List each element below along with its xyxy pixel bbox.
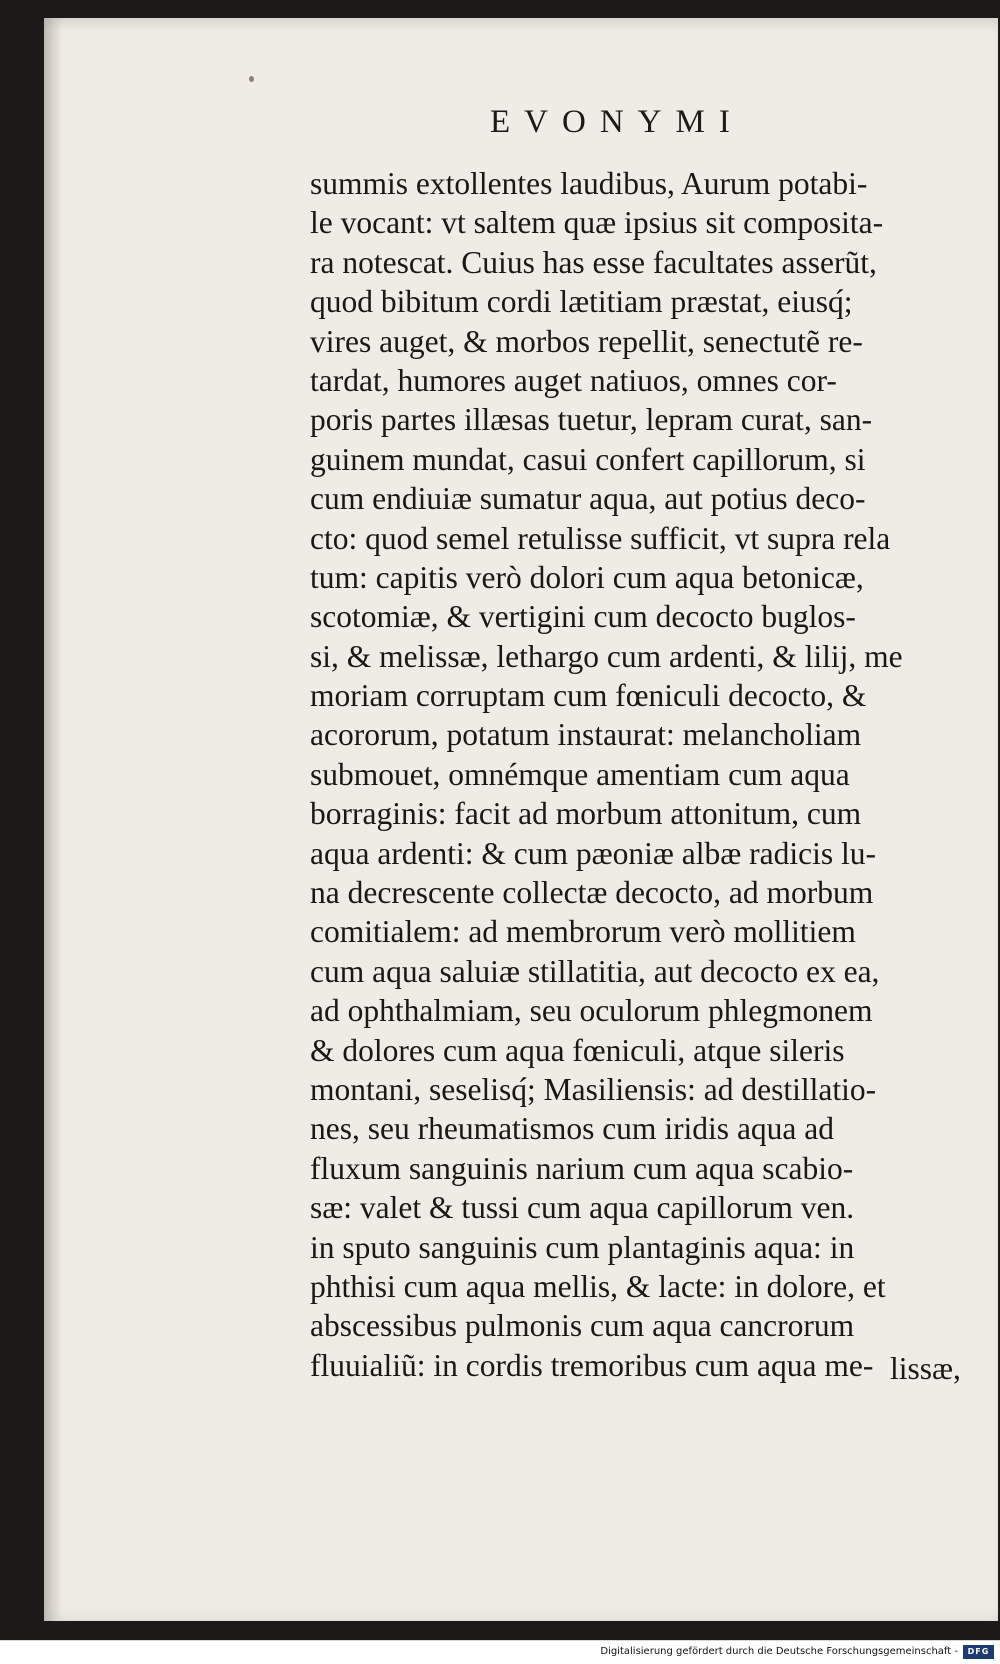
text-line: vires auget, & morbos repellit, senectutẽ re- <box>310 323 863 359</box>
text-line: moriam corruptam cum fœniculi decocto, & <box>310 678 867 714</box>
text-line: guinem mundat, casui confert capillorum, si <box>310 441 866 477</box>
text-line: cto: quod semel retulisse sufficit, vt supra rela <box>310 520 891 556</box>
text-line: fluuialiũ: in cordis tremoribus cum aqua me- <box>310 1347 874 1383</box>
text-line: fluxum sanguinis narium cum aqua scabio- <box>310 1150 854 1186</box>
text-line: sæ: valet & tussi cum aqua capillorum ven. <box>310 1190 855 1226</box>
funding-credit: Digitalisierung gefördert durch die Deutsche Forschungsgemeinschaft - <box>600 1646 958 1657</box>
page-gutter-shadow <box>44 18 62 1621</box>
text-line: na decrescente collectæ decocto, ad morbum <box>310 875 874 911</box>
text-line: quod bibitum cordi lætitiam præstat, eiusq́; <box>310 284 853 320</box>
text-line: si, & melissæ, lethargo cum ardenti, & lilij, me <box>310 638 903 674</box>
text-line: phthisi cum aqua mellis, & lacte: in dolore, et <box>310 1268 886 1304</box>
text-line: poris partes illæsas tuetur, lepram curat, san- <box>310 402 873 438</box>
text-line: cum aqua saluiæ stillatitia, aut decocto ex ea, <box>310 953 880 989</box>
paper-spot <box>249 76 254 82</box>
text-line: ad ophthalmiam, seu oculorum phlegmonem <box>310 993 873 1029</box>
text-line: scotomiæ, & vertigini cum decocto buglos- <box>310 599 856 635</box>
text-line: summis extollentes laudibus, Aurum potabi- <box>310 166 868 201</box>
text-line: abscessibus pulmonis cum aqua cancrorum <box>310 1308 855 1344</box>
text-line: in sputo sanguinis cum plantaginis aqua: in <box>310 1229 855 1265</box>
text-line: borraginis: facit ad morbum attonitum, cum <box>310 796 862 832</box>
text-line: tum: capitis verò dolori cum aqua betonicæ, <box>310 559 864 595</box>
catchword: lissæ, <box>890 1351 961 1386</box>
footer-bar <box>0 1640 1000 1664</box>
text-line: acororum, potatum instaurat: melancholiam <box>310 717 862 753</box>
text-line: tardat, humores auget natiuos, omnes cor- <box>310 362 837 398</box>
text-line: & dolores cum aqua fœniculi, atque sileris <box>310 1032 845 1068</box>
text-line: comitialem: ad membrorum verò mollitiem <box>310 914 856 950</box>
text-line: cum endiuiæ sumatur aqua, aut potius deco- <box>310 481 866 517</box>
text-line: nes, seu rheumatismos cum iridis aqua ad <box>310 1111 835 1147</box>
text-line: le vocant: vt saltem quæ ipsius sit composita- <box>310 205 884 241</box>
text-line: ra notescat. Cuius has esse facultates asserũt, <box>310 244 877 280</box>
body-text <box>310 164 965 1385</box>
running-head: EVONYMI <box>490 104 744 140</box>
text-line: submouet, omnémque amentiam cum aqua <box>310 756 850 792</box>
text-line: aqua ardenti: & cum pæoniæ albæ radicis lu- <box>310 835 877 871</box>
text-line: montani, seselisq́; Masiliensis: ad destillatio- <box>310 1071 877 1107</box>
dfg-logo: DFG <box>963 1645 994 1659</box>
